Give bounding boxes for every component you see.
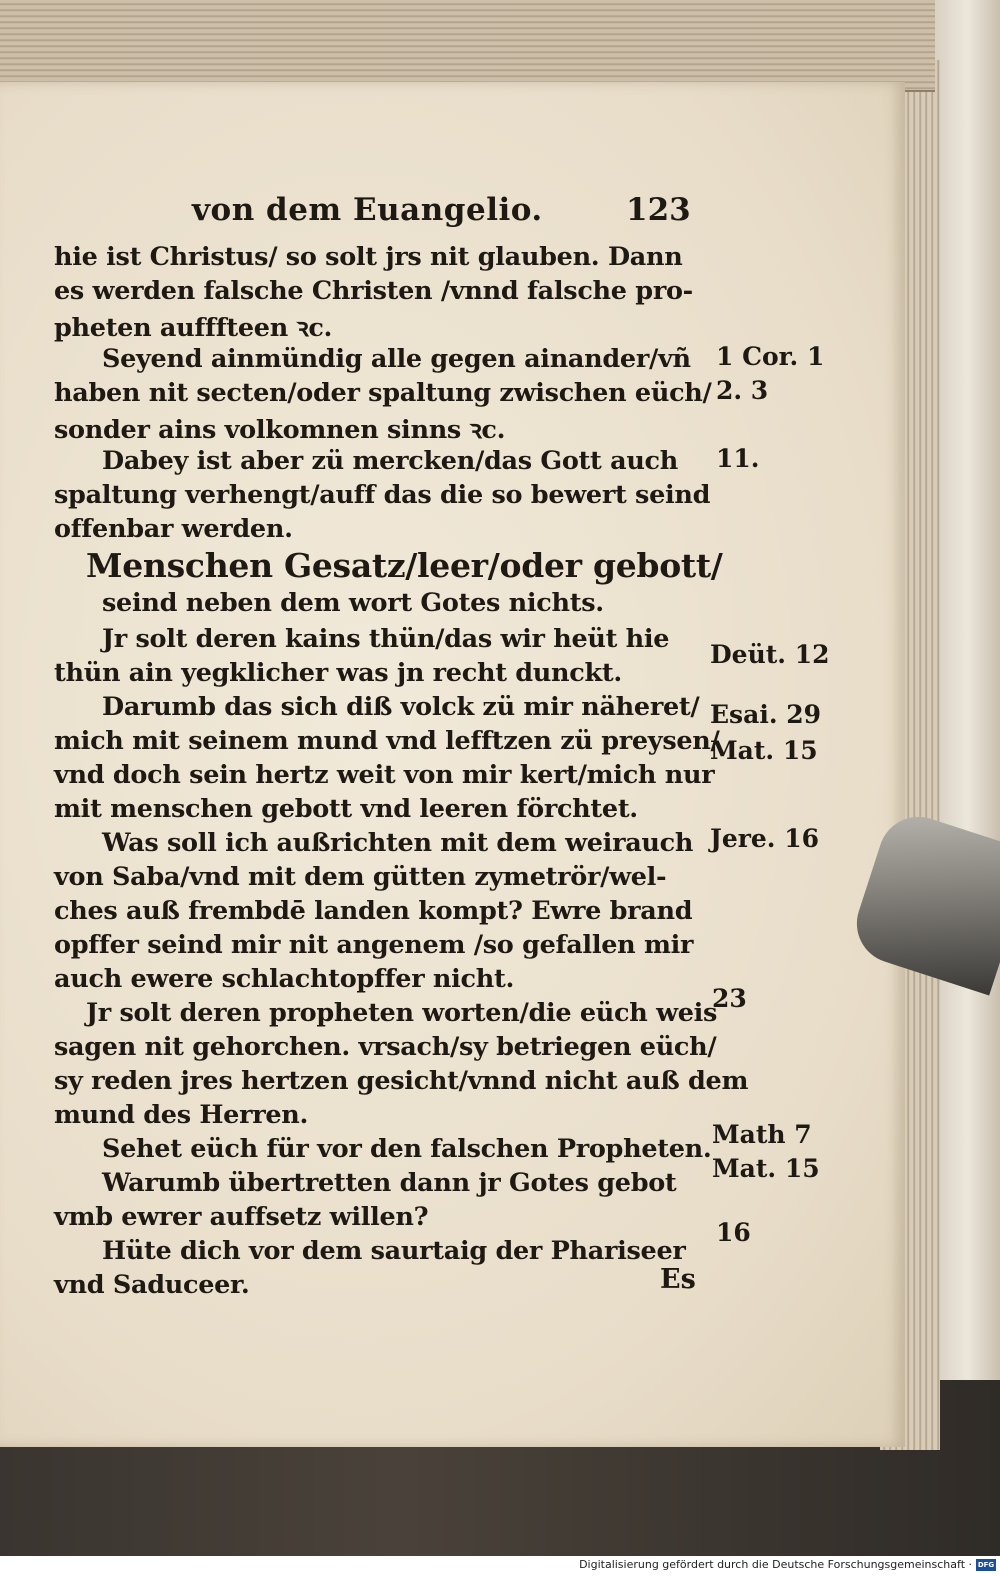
margin-note: Mat. 15 [712, 1154, 820, 1183]
body-line: opffer seind mir nit angenem /so gefallen mir [54, 930, 694, 960]
body-line: hie ist Christus/ so solt jrs nit glauben. Dann [54, 242, 683, 272]
body-line: sagen nit gehorchen. vrsach/sy betriegen eüch/ [54, 1032, 717, 1062]
body-line: Jr solt deren propheten worten/die eüch weis [86, 998, 718, 1028]
margin-note: Deüt. 12 [710, 640, 830, 669]
body-line: vmb ewrer auffsetz willen? [54, 1202, 429, 1232]
section-subheading: seind neben dem wort Gotes nichts. [102, 588, 604, 618]
body-line: pheten aufffteen ꝛc. [54, 313, 333, 343]
body-line: von Saba/vnd mit dem gütten zymetrör/wel- [54, 862, 667, 892]
section-heading: Menschen Gesatz/leer/oder gebott/ [86, 546, 723, 585]
body-line: Darumb das sich diß volck zü mir näheret/ [102, 692, 700, 722]
body-line: Warumb übertretten dann jr Gotes gebot [102, 1168, 677, 1198]
footer-bar [0, 1556, 1000, 1576]
body-line: vnd doch sein hertz weit von mir kert/mich nur [54, 760, 715, 790]
body-line: Jr solt deren kains thün/das wir heüt hie [102, 624, 670, 654]
page-number: 123 [626, 192, 691, 228]
body-line: Was soll ich außrichten mit dem weirauch [102, 828, 694, 858]
margin-note: 1 Cor. 1 [716, 342, 825, 371]
body-line: offenbar werden. [54, 514, 293, 544]
body-line: Dabey ist aber zü mercken/das Gott auch [102, 446, 679, 476]
margin-note: Mat. 15 [710, 736, 818, 765]
body-line: es werden falsche Christen /vnnd falsche pro- [54, 276, 693, 306]
margin-note: Jere. 16 [710, 824, 820, 853]
body-line: Sehet eüch für vor den falschen Propheten. [102, 1134, 712, 1164]
margin-note: 16 [716, 1218, 751, 1247]
running-head: von dem Euangelio. [192, 192, 543, 228]
body-line: sonder ains volkomnen sinns ꝛc. [54, 415, 506, 445]
body-line: haben nit secten/oder spaltung zwischen eüch/ [54, 378, 712, 408]
footer-credit: Digitalisierung gefördert durch die Deutsche Forschungsgemeinschaft · [579, 1558, 972, 1571]
body-line: sy reden jres hertzen gesicht/vnnd nicht auß dem [54, 1066, 749, 1096]
margin-note: 2. 3 [716, 376, 769, 405]
body-line: thün ain yegklicher was jn recht dunckt. [54, 658, 622, 688]
body-line: spaltung verhengt/auff das die so bewert seind [54, 480, 711, 510]
margin-note: Esai. 29 [710, 700, 822, 729]
body-line: mund des Herren. [54, 1100, 309, 1130]
body-line: Seyend ainmündig alle gegen ainander/vñ [102, 344, 691, 374]
body-line: Hüte dich vor dem saurtaig der Phariseer [102, 1236, 686, 1266]
body-line: auch ewere schlachtopffer nicht. [54, 964, 515, 994]
book-cover-edge [935, 0, 1000, 1380]
body-line: vnd Saduceer. [54, 1270, 250, 1300]
margin-note: 23 [712, 984, 747, 1013]
body-line: mit menschen gebott vnd leeren förchtet. [54, 794, 638, 824]
margin-note: Math 7 [712, 1120, 812, 1149]
body-line: ches auß frembdē landen kompt? Ewre brand [54, 896, 693, 926]
body-line: mich mit seinem mund vnd lefftzen zü preysen/ [54, 726, 720, 756]
dfg-logo: DFG [977, 1561, 995, 1569]
page-stack-top [0, 0, 935, 92]
catchword: Es [660, 1264, 696, 1295]
margin-note: 11. [716, 444, 760, 473]
